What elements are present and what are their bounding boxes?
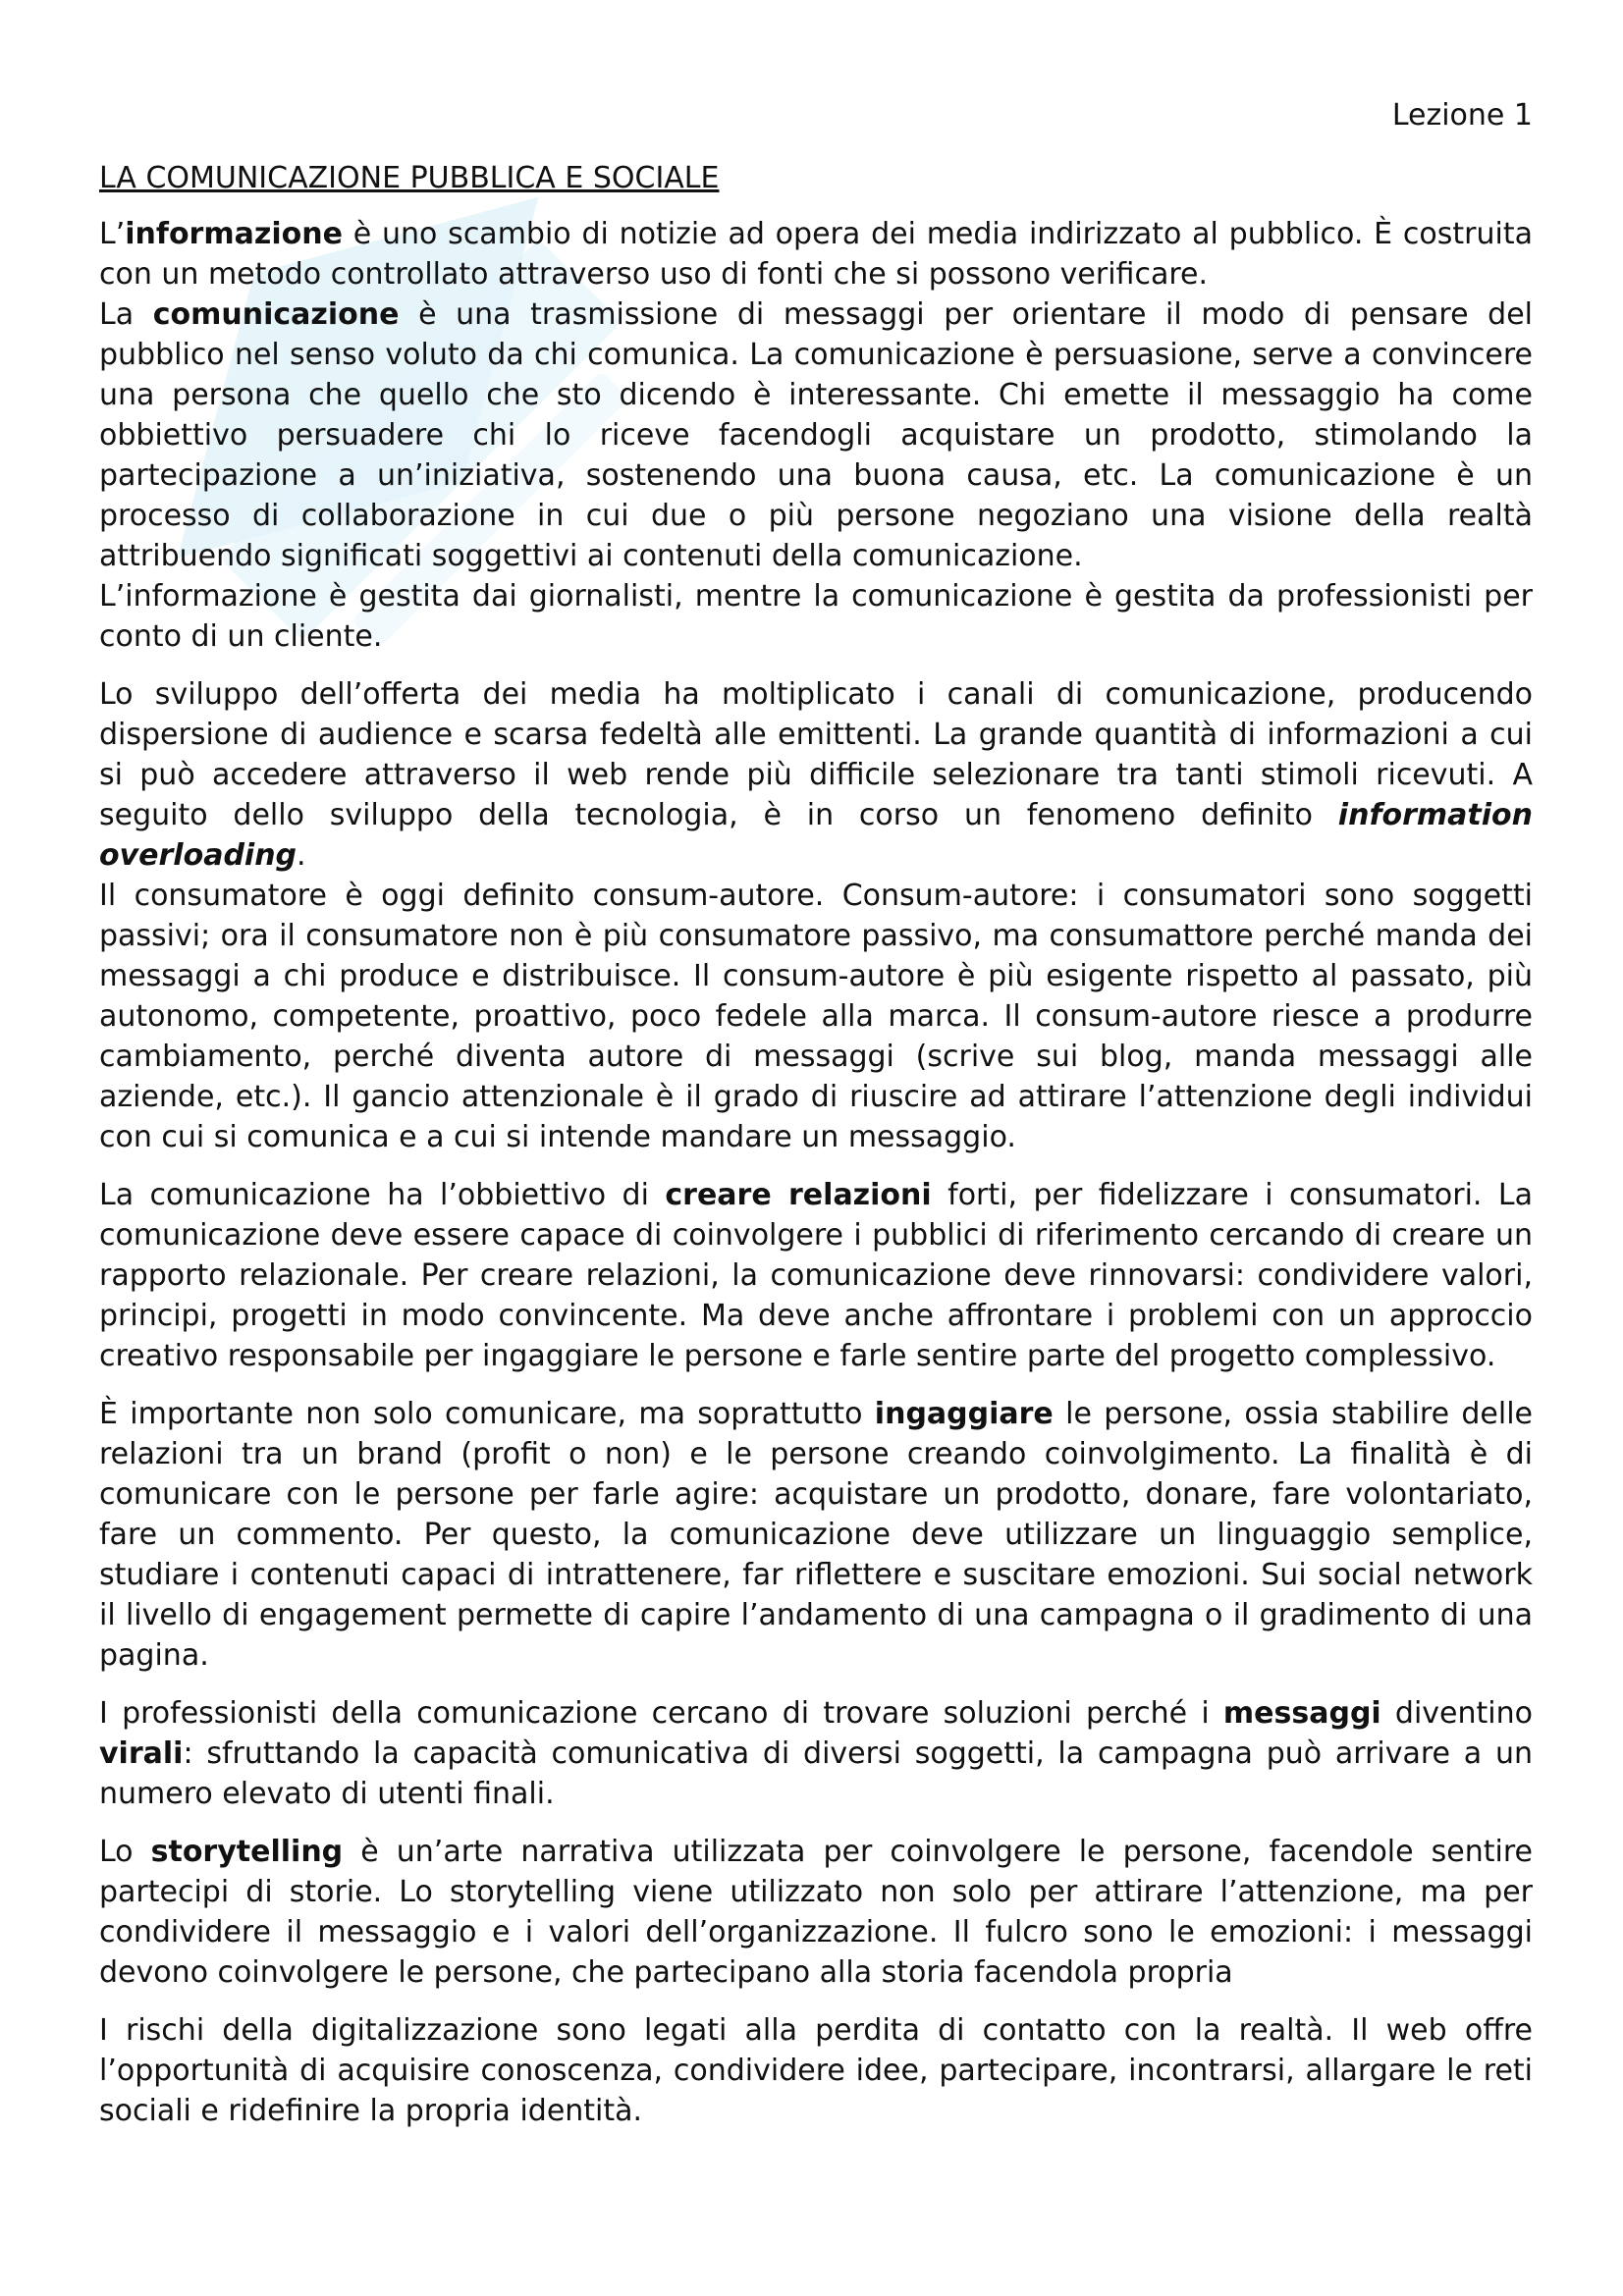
paragraph-gestione: L’informazione è gestita dai giornalisti, mentre la comunicazione è gestita da professionisti per conto di un cliente. xyxy=(99,579,1533,654)
document-page xyxy=(99,96,1533,2131)
paragraph-messaggi-virali: I professionisti della comunicazione cercano di trovare soluzioni perché i messaggi diventino virali: sfruttando la capacità comunicativa di diversi soggetti, la campagna può arrivare a un numero elevato di utenti finali. xyxy=(99,1696,1533,1811)
page-title: LA COMUNICAZIONE PUBBLICA E SOCIALE xyxy=(99,161,720,195)
paragraph-consum-autore: Il consumatore è oggi definito consum-autore. Consum-autore: i consumatori sono soggetti passivi; ora il consumatore non è più consumatore passivo, ma consumattore perché manda dei messaggi a chi produce e distribuisce. Il consum-autore è più esigente rispetto al passato, più autonomo, competente, proattivo, poco fedele alla marca. Il consum-autore riesce a produrre cambiamento, perché diventa autore di messaggi (scrive sui blog, manda messaggi alle aziende, etc.). Il gancio attenzionale è il grado di riuscire ad attirare l’attenzione degli individui con cui si comunica e a cui si intende mandare un messaggio. xyxy=(99,879,1533,1154)
paragraph-sviluppo-media: Lo sviluppo dell’offerta dei media ha moltiplicato i canali di comunicazione, producendo dispersione di audience e scarsa fedeltà alle emittenti. La grande quantità di informazioni a cui si può accedere attraverso il web rende più difficile selezionare tra tanti stimoli ricevuti. A seguito dello sviluppo della tecnologia, è in corso un fenomeno definito information overloading. xyxy=(99,677,1533,873)
paragraph-storytelling: Lo storytelling è un’arte narrativa utilizzata per coinvolgere le persone, facendole sentire partecipi di storie. Lo storytelling viene utilizzato non solo per attirare l’attenzione, ma per condividere il messaggio e i valori dell’organizzazione. Il fulcro sono le emozioni: i messaggi devono coinvolgere le persone, che partecipano alla storia facendola propria xyxy=(99,1835,1534,1990)
lesson-label: Lezione 1 xyxy=(1391,98,1533,133)
paragraph-relazioni: La comunicazione ha l’obbiettivo di creare relazioni forti, per fidelizzare i consumatori. La comunicazione deve essere capace di coinvolgere i pubblici di riferimento cercando di creare un rapporto relazionale. Per creare relazioni, la comunicazione deve rinnovarsi: condividere valori, principi, progetti in modo convincente. Ma deve anche affrontare i problemi con un approccio creativo responsabile per ingaggiare le persone e farle sentire parte del progetto complessivo. xyxy=(99,1178,1533,1373)
paragraph-ingaggiare: È importante non solo comunicare, ma soprattutto ingaggiare le persone, ossia stabilire delle relazioni tra un brand (profit o non) e le persone creando coinvolgimento. La finalità è di comunicare con le persone per farle agire: acquistare un prodotto, donare, fare volontariato, fare un commento. Per questo, la comunicazione deve utilizzare un linguaggio semplice, studiare i contenuti capaci di intrattenere, far riflettere e suscitare emozioni. Sui social network il livello di engagement permette di capire l’andamento di una campagna o il gradimento di una pagina. xyxy=(99,1397,1533,1673)
paragraph-comunicazione: La comunicazione è una trasmissione di messaggi per orientare il modo di pensare del pubblico nel senso voluto da chi comunica. La comunicazione è persuasione, serve a convincere una persona che quello che sto dicendo è interessante. Chi emette il messaggio ha come obbiettivo persuadere chi lo riceve facendogli acquistare un prodotto, stimolando la partecipazione a un’iniziativa, sostenendo una buona causa, etc. La comunicazione è un processo di collaborazione in cui due o più persone negoziano una visione della realtà attribuendo significati soggettivi ai contenuti della comunicazione. xyxy=(99,297,1534,573)
paragraph-informazione: L’informazione è uno scambio di notizie ad opera dei media indirizzato al pubblico. È costruita con un metodo controllato attraverso uso di fonti che si possono verificare. xyxy=(99,217,1533,292)
paragraph-rischi-digitalizzazione: I rischi della digitalizzazione sono legati alla perdita di contatto con la realtà. Il web offre l’opportunità di acquisire conoscenza, condividere idee, partecipare, incontrarsi, allargare le reti sociali e ridefinire la propria identità. xyxy=(99,2013,1533,2128)
